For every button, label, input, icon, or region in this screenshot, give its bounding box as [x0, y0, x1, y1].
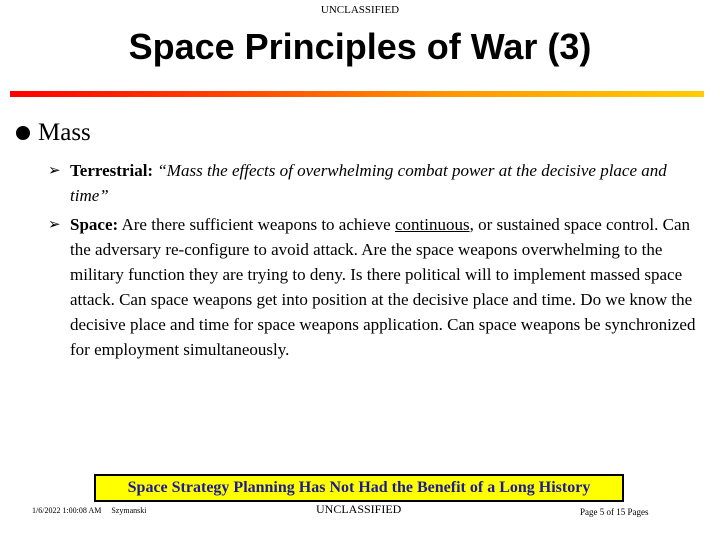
footer-author: Szymanski: [111, 506, 147, 515]
sub-bullet-underlined-word: continuous: [394, 215, 470, 234]
sub-bullet-body: [70, 212, 708, 362]
footer-datetime: 1/6/2022 1:00:08 AM: [32, 506, 102, 515]
slide-title: Space Principles of War (3): [128, 26, 592, 67]
arrow-bullet-icon: ➢: [48, 215, 61, 233]
sub-bullet-text-after: , or sustained space control. Can the adversary re-configure to avoid attack. Are the space weapons overwhelming to the military function they are trying to deny. Is there political will to implement massed space attack. Can space weapons get into position at the decisive place and time. Do we know the decisive place and time for space weapons application. Can space weapons be synchronized for employment simultaneously.: [70, 215, 696, 359]
sub-bullet-body: [70, 158, 708, 208]
footer-left: [32, 506, 154, 515]
classification-bottom: UNCLASSIFIED: [316, 502, 402, 516]
bullet-dot-icon: [16, 126, 30, 140]
sub-bullet-text-before: Are there sufficient weapons to achieve: [121, 215, 391, 234]
main-bullet-text: Mass: [38, 119, 91, 146]
title-divider: [10, 91, 704, 97]
arrow-bullet-icon: ➢: [48, 161, 61, 179]
sub-bullet-space: [48, 212, 708, 362]
sub-bullet-terrestrial: [48, 158, 708, 208]
page-number: Page 5 of 15 Pages: [580, 507, 649, 517]
history-banner: Space Strategy Planning Has Not Had the Benefit of a Long History: [94, 474, 624, 502]
sub-bullet-text: “Mass the effects of overwhelming combat power at the decisive place and time”: [70, 161, 667, 205]
sub-bullet-label: Terrestrial:: [70, 161, 154, 180]
main-bullet: [16, 119, 91, 147]
sub-bullet-label: Space:: [70, 215, 119, 234]
classification-top: UNCLASSIFIED: [320, 4, 400, 16]
